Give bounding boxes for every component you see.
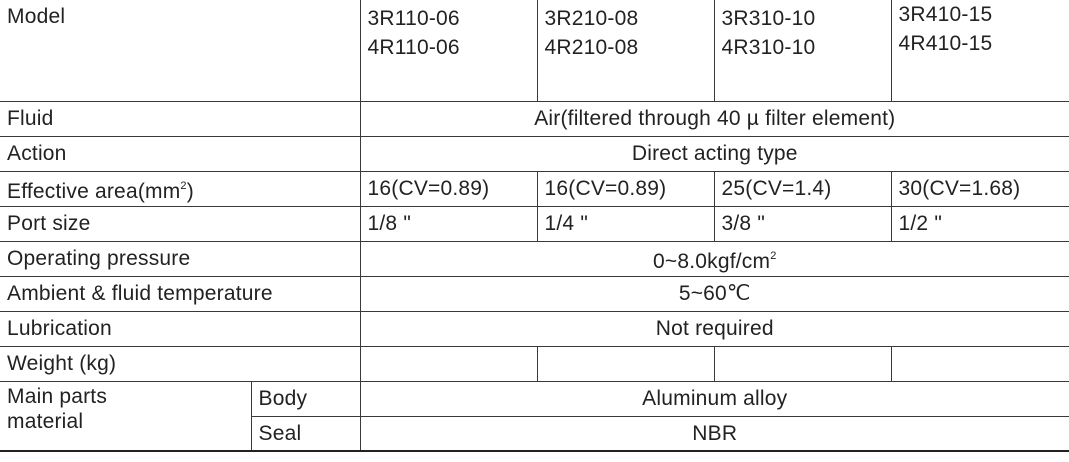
temperature-row — [0, 276, 1069, 311]
row-value: Air(filtered through 40 µ filter element) — [360, 101, 1069, 136]
model-name: 4R210-08 — [544, 36, 639, 59]
row-value: 3/8 " — [714, 206, 891, 241]
row-label: Lubrication — [0, 311, 360, 346]
row-value — [891, 346, 1069, 381]
model-label-cell — [0, 0, 360, 101]
label-text: material — [7, 409, 84, 433]
row-value — [360, 241, 1069, 276]
lubrication-row — [0, 311, 1069, 346]
row-label: Weight (kg) — [0, 346, 360, 381]
model-row — [0, 0, 1069, 101]
row-value: Not required — [360, 311, 1069, 346]
row-label: Fluid — [0, 101, 360, 136]
weight-row — [0, 346, 1069, 381]
model-cell — [714, 0, 891, 101]
model-cell — [360, 0, 537, 101]
model-cell — [891, 0, 1069, 101]
model-name: 4R310-10 — [721, 36, 816, 59]
row-value: 25(CV=1.4) — [714, 171, 891, 206]
model-name: 4R410-15 — [898, 32, 993, 55]
fluid-row — [0, 101, 1069, 136]
action-row — [0, 136, 1069, 171]
row-label: Ambient & fluid temperature — [0, 276, 360, 311]
operating-pressure-row — [0, 241, 1069, 276]
row-label — [0, 171, 360, 206]
value-text: 0~8.0kgf/cm — [653, 249, 771, 273]
port-size-row — [0, 206, 1069, 241]
row-value: Aluminum alloy — [360, 381, 1069, 416]
row-value: 1/8 " — [360, 206, 537, 241]
row-value: 5~60℃ — [360, 276, 1069, 311]
superscript: 2 — [180, 179, 187, 192]
row-value: Direct acting type — [360, 136, 1069, 171]
row-value: 1/4 " — [537, 206, 714, 241]
model-cell — [537, 0, 714, 101]
sub-label: Body — [251, 381, 360, 416]
label-text: Main parts — [7, 384, 108, 408]
row-label: Operating pressure — [0, 241, 360, 276]
row-value: 16(CV=0.89) — [360, 171, 537, 206]
model-name: 3R410-15 — [898, 3, 993, 26]
model-name: 3R210-08 — [544, 7, 639, 30]
superscript: 2 — [770, 249, 777, 262]
model-name: 4R110-06 — [367, 36, 460, 59]
model-name: 3R110-06 — [367, 7, 460, 30]
model-name: 3R310-10 — [721, 7, 816, 30]
label-text: Effective area(mm — [7, 179, 181, 203]
label-text: ) — [186, 179, 194, 203]
row-label: Port size — [0, 206, 360, 241]
row-value: 30(CV=1.68) — [891, 171, 1069, 206]
row-value — [537, 346, 714, 381]
model-label: Model — [7, 5, 66, 28]
material-label — [0, 381, 251, 451]
material-body-row — [0, 381, 1069, 416]
row-value: 16(CV=0.89) — [537, 171, 714, 206]
row-value: 1/2 " — [891, 206, 1069, 241]
row-value: NBR — [360, 416, 1069, 451]
row-value — [714, 346, 891, 381]
row-label: Action — [0, 136, 360, 171]
row-value — [360, 346, 537, 381]
sub-label: Seal — [251, 416, 360, 451]
effective-area-row — [0, 171, 1069, 206]
